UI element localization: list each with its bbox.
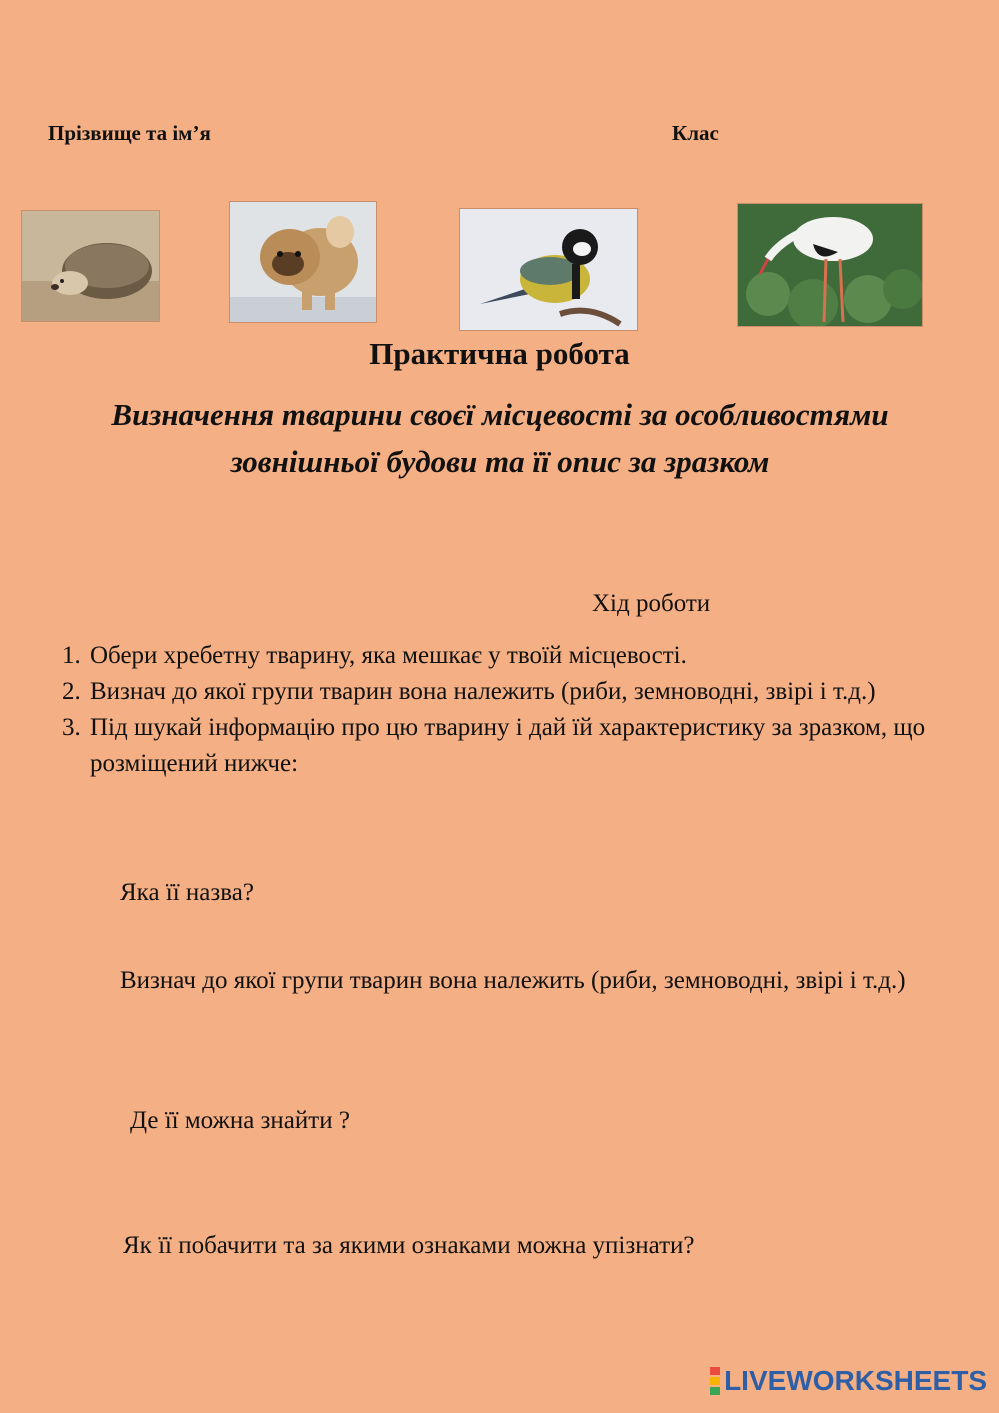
pekingese-dog-photo	[229, 201, 377, 323]
question-name: Яка її назва?	[120, 879, 254, 906]
hedgehog-photo	[21, 210, 160, 322]
liveworksheets-logo	[710, 1365, 987, 1397]
step-text: Під шукай інформацію про цю тварину і дай їй характеристику за зразком, що розміщений нижче:	[90, 714, 926, 777]
step-number: 1.	[62, 642, 81, 669]
question-how-recognize: Як її побачити та за якими ознаками можна упізнати?	[123, 1232, 695, 1259]
step-number: 2.	[62, 678, 81, 705]
steps-list	[62, 638, 952, 782]
step-text: Обери хребетну тварину, яка мешкає у твоїй місцевості.	[90, 642, 687, 669]
step-item	[62, 638, 952, 674]
class-label: Клас	[672, 121, 719, 145]
procedure-heading: Хід роботи	[592, 590, 711, 617]
step-number: 3.	[62, 714, 81, 741]
step-text: Визнач до якої групи тварин вона належить (риби, земноводні, звірі і т.д.)	[90, 678, 876, 705]
question-where: Де її можна знайти ?	[130, 1107, 350, 1134]
great-tit-bird-photo	[459, 208, 638, 331]
stork-photo	[737, 203, 923, 327]
step-item	[62, 674, 952, 710]
name-label: Прізвище та ім’я	[48, 121, 211, 145]
logo-mark-icon	[710, 1366, 720, 1396]
logo-text: LIVEWORKSHEETS	[724, 1365, 987, 1396]
page-title: Практична робота	[369, 336, 630, 371]
question-group: Визнач до якої групи тварин вона належить (риби, земноводні, звірі і т.д.)	[120, 967, 906, 994]
subtitle: Визначення тварини своєї місцевості за особливостями зовнішньої будови та її опис за зразком	[111, 397, 889, 479]
step-item	[62, 710, 952, 782]
